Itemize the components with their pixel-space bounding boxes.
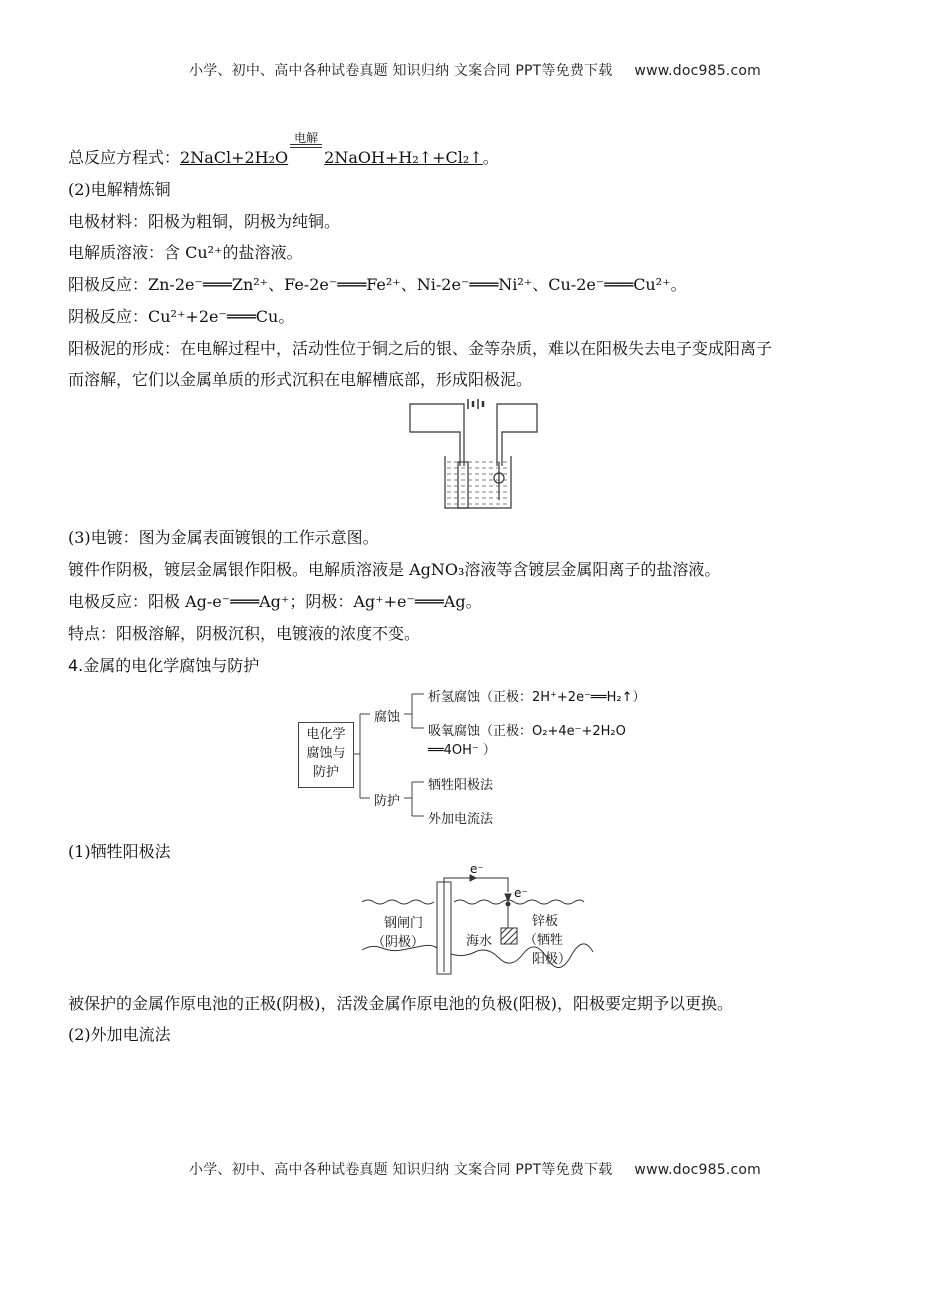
steel-gate-label: 钢闸门 xyxy=(384,916,424,931)
root-line3: 防护 xyxy=(312,765,339,780)
sec4-sub1: (1)牺牲阳极法 xyxy=(68,842,171,861)
root-line1: 电化学 xyxy=(306,727,346,742)
sec2-title: (2)电解精炼铜 xyxy=(68,180,171,199)
hydrogen-corrosion: 析氢腐蚀（正极：2H⁺+2e⁻══H₂↑） xyxy=(428,690,646,705)
sec3-feature: 特点：阳极溶解，阴极沉积，电镀液的浓度不变。 xyxy=(68,624,421,643)
equation-label: 总反应方程式： xyxy=(68,148,181,167)
oxygen-corrosion-line1: 吸氧腐蚀（正极：O₂+4e⁻+2H₂O xyxy=(428,724,626,739)
equation-reactants: 2NaCl+2H₂O xyxy=(180,148,289,167)
electron-label-top: e⁻ xyxy=(470,862,484,876)
sacrificial-anode-method: 牺牲阳极法 xyxy=(428,778,494,793)
sec2-mud-line1: 阳极泥的形成：在电解过程中，活动性位于铜之后的银、金等杂质，难以在阳极失去电子变成阳离子 xyxy=(68,339,773,358)
sec2-cathode: 阴极反应：Cu²⁺+2e⁻═══Cu。 xyxy=(68,307,295,326)
sec3-title: (3)电镀：图为金属表面镀银的工作示意图。 xyxy=(68,528,379,547)
equation-end: 。 xyxy=(482,148,499,167)
sec2-mud-line2: 而溶解，它们以金属单质的形式沉积在电解槽底部，形成阳极泥。 xyxy=(68,370,533,389)
corrosion-tree-diagram xyxy=(296,684,656,829)
root-line2: 腐蚀与 xyxy=(306,746,346,761)
footer-url[interactable]: www.doc985.com xyxy=(634,1162,761,1178)
page-header xyxy=(0,60,950,80)
steel-gate-role: （阴极） xyxy=(372,935,425,950)
sec4-sub2: (2)外加电流法 xyxy=(68,1025,171,1044)
electron-label-side: e⁻ xyxy=(514,886,528,900)
equation-arrow xyxy=(288,131,324,168)
zinc-plate-role2: 阳极） xyxy=(532,952,572,967)
sec2-electrodes: 电极材料：阳极为粗铜，阴极为纯铜。 xyxy=(68,212,341,231)
corrosion-branch: 腐蚀 xyxy=(374,710,401,725)
impressed-current-method: 外加电流法 xyxy=(428,812,494,827)
oxygen-corrosion-line2: ══4OH⁻ ） xyxy=(428,743,496,758)
seawater-label: 海水 xyxy=(466,934,493,949)
total-equation xyxy=(68,131,499,168)
sec4-title: 4.金属的电化学腐蚀与防护 xyxy=(68,656,260,675)
sec3-reaction: 电极反应：阳极 Ag-e⁻═══Ag⁺；阴极：Ag⁺+e⁻═══Ag。 xyxy=(68,592,482,611)
page-footer xyxy=(0,1159,950,1179)
sec2-electrolyte: 电解质溶液：含 Cu²⁺的盐溶液。 xyxy=(68,243,303,262)
sec3-desc: 镀件作阴极，镀层金属银作阳极。电解质溶液是 AgNO₃溶液等含镀层金属阳离子的盐溶液。 xyxy=(68,560,721,579)
electroplating-diagram xyxy=(405,396,545,518)
protection-branch: 防护 xyxy=(374,794,401,809)
zinc-plate-role1: （牺牲 xyxy=(524,933,564,948)
header-url[interactable]: www.doc985.com xyxy=(634,63,761,79)
equation-condition: 电解 xyxy=(294,131,319,145)
sacrificial-anode-diagram xyxy=(360,862,600,980)
sec2-anode: 阳极反应：Zn-2e⁻═══Zn²⁺、Fe-2e⁻═══Fe²⁺、Ni-2e⁻═══Ni²⁺、Cu-2e⁻═══Cu²⁺。 xyxy=(68,275,687,294)
sec4-explain: 被保护的金属作原电池的正极(阴极)，活泼金属作原电池的负极(阳极)，阳极要定期予以更换。 xyxy=(68,994,733,1013)
footer-text: 小学、初中、高中各种试卷真题 知识归纳 文案合同 PPT等免费下载 xyxy=(189,1162,613,1178)
header-text: 小学、初中、高中各种试卷真题 知识归纳 文案合同 PPT等免费下载 xyxy=(189,63,613,79)
equation-products: 2NaOH+H₂↑+Cl₂↑ xyxy=(324,148,483,167)
zinc-plate-label: 锌板 xyxy=(532,914,559,929)
